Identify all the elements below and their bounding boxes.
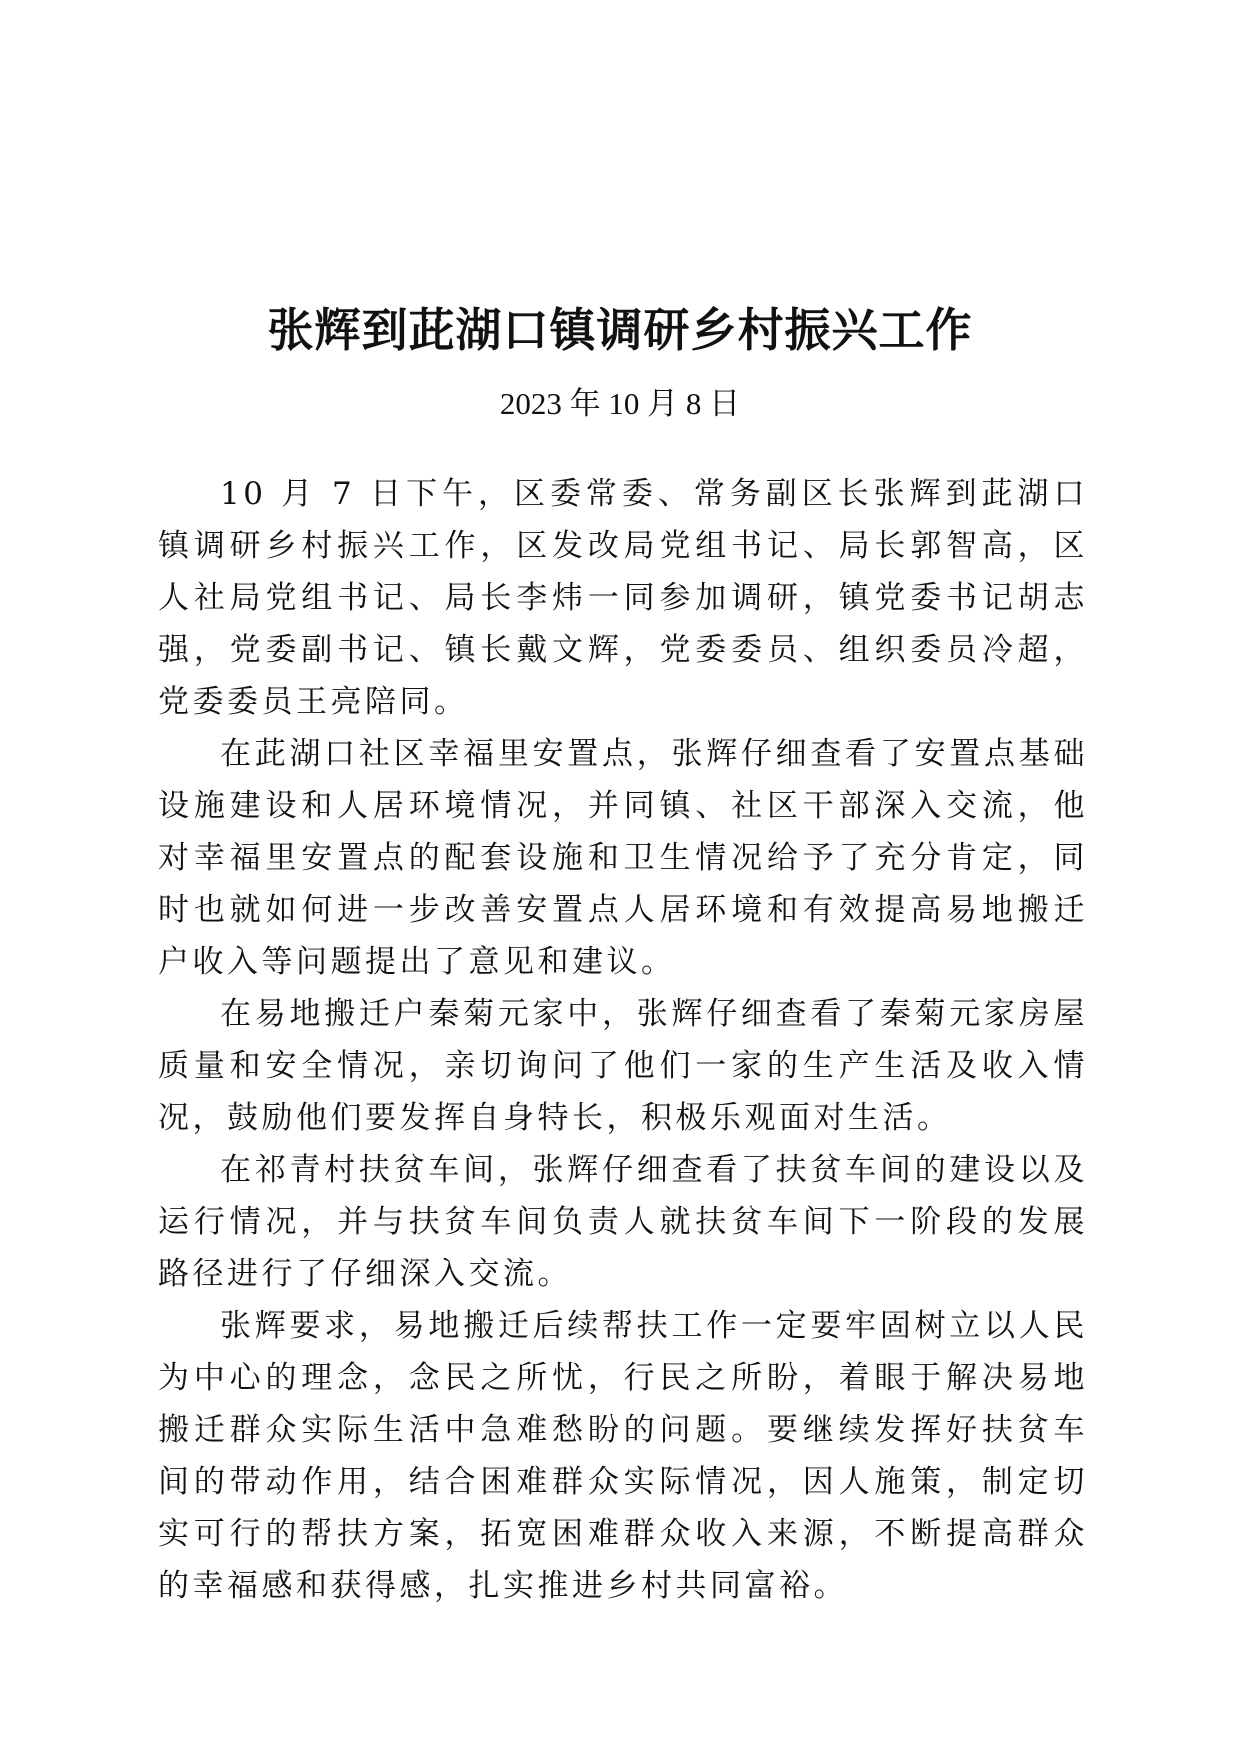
article-date: 2023 年 10 月 8 日 xyxy=(499,386,741,421)
paragraph-1: 10 月 7 日下午，区委常委、常务副区长张辉到茈湖口镇调研乡村振兴工作，区发改局党组书记、局长郭智高，区人社局党组书记、局长李炜一同参加调研，镇党委书记胡志强，党委副书记、镇长戴文辉，党委委员、组织委员冷超，党委委员王亮陪同。 xyxy=(158,476,1088,720)
paragraph-5: 张辉要求，易地搬迁后续帮扶工作一定要牢固树立以人民为中心的理念，念民之所忧，行民之所盼，着眼于解决易地搬迁群众实际生活中急难愁盼的问题。要继续发挥好扶贫车间的带动作用，结合困难群众实际情况，因人施策，制定切实可行的帮扶方案，拓宽困难群众收入来源，不断提高群众的幸福感和获得感，扎实推进乡村共同富裕。 xyxy=(158,1308,1088,1604)
article-title: 张辉到茈湖口镇调研乡村振兴工作 xyxy=(267,303,973,357)
article-body xyxy=(158,468,1088,1612)
paragraph-2: 在茈湖口社区幸福里安置点，张辉仔细查看了安置点基础设施建设和人居环境情况，并同镇、社区干部深入交流，他对幸福里安置点的配套设施和卫生情况给予了充分肯定，同时也就如何进一步改善安置点人居环境和有效提高易地搬迁户收入等问题提出了意见和建议。 xyxy=(158,736,1088,980)
paragraph-4: 在祁青村扶贫车间，张辉仔细查看了扶贫车间的建设以及运行情况，并与扶贫车间负责人就扶贫车间下一阶段的发展路径进行了仔细深入交流。 xyxy=(158,1152,1088,1292)
paragraph-3: 在易地搬迁户秦菊元家中，张辉仔细查看了秦菊元家房屋质量和安全情况，亲切询问了他们一家的生产生活及收入情况，鼓励他们要发挥自身特长，积极乐观面对生活。 xyxy=(158,996,1088,1136)
